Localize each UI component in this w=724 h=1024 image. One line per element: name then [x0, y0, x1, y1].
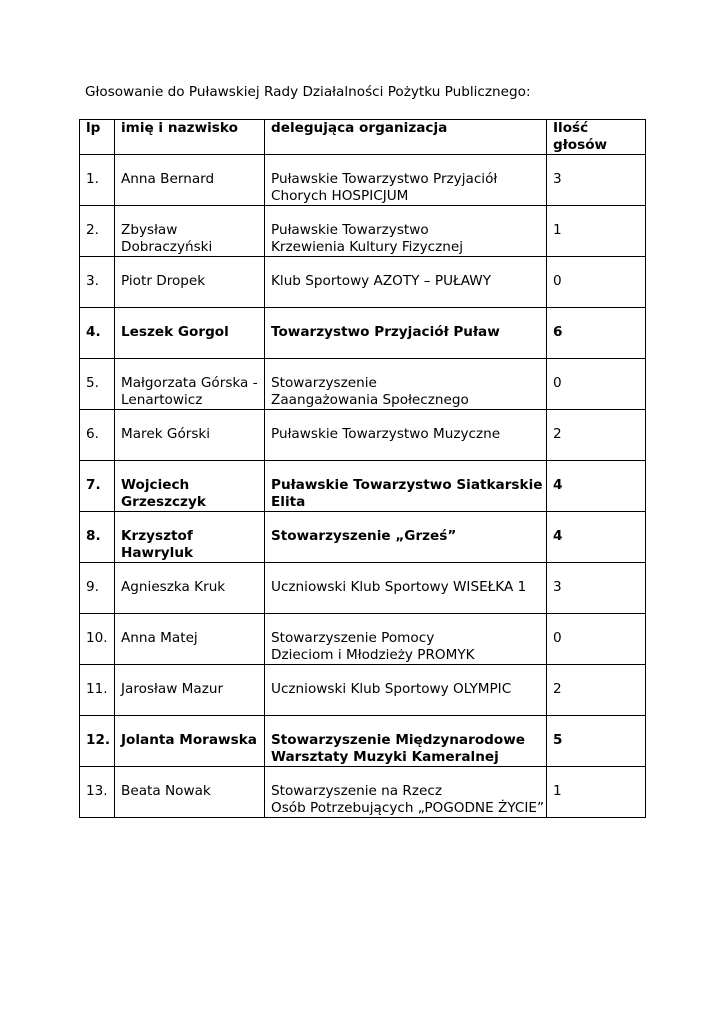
cell-organization: Stowarzyszenie Pomocy Dzieciom i Młodzieży PROMYK [265, 614, 547, 665]
cell-name: Małgorzata Górska - Lenartowicz [115, 359, 265, 410]
cell-votes: 1 [547, 206, 646, 257]
header-name: imię i nazwisko [115, 120, 265, 155]
cell-votes: 0 [547, 359, 646, 410]
cell-lp: 1. [80, 155, 115, 206]
cell-lp: 12. [80, 716, 115, 767]
cell-name: Anna Matej [115, 614, 265, 665]
cell-name: Beata Nowak [115, 767, 265, 818]
cell-organization: Puławskie Towarzystwo Krzewienia Kultury Fizycznej [265, 206, 547, 257]
table-row [80, 257, 646, 308]
cell-lp: 6. [80, 410, 115, 461]
cell-organization: Stowarzyszenie Międzynarodowe Warsztaty Muzyki Kameralnej [265, 716, 547, 767]
cell-name: Anna Bernard [115, 155, 265, 206]
cell-votes: 0 [547, 257, 646, 308]
cell-name: Agnieszka Kruk [115, 563, 265, 614]
cell-lp: 11. [80, 665, 115, 716]
cell-lp: 5. [80, 359, 115, 410]
table-row [80, 308, 646, 359]
cell-votes: 4 [547, 461, 646, 512]
table-row [80, 359, 646, 410]
header-organization: delegująca organizacja [265, 120, 547, 155]
cell-votes: 4 [547, 512, 646, 563]
cell-votes: 5 [547, 716, 646, 767]
cell-organization: Klub Sportowy AZOTY – PUŁAWY [265, 257, 547, 308]
cell-votes: 2 [547, 410, 646, 461]
votes-table [79, 119, 646, 818]
cell-name: Jolanta Morawska [115, 716, 265, 767]
cell-name: Piotr Dropek [115, 257, 265, 308]
cell-name: Marek Górski [115, 410, 265, 461]
cell-votes: 3 [547, 155, 646, 206]
cell-organization: Uczniowski Klub Sportowy WISEŁKA 1 [265, 563, 547, 614]
cell-organization: Stowarzyszenie „Grześ” [265, 512, 547, 563]
table-row [80, 563, 646, 614]
document-title: Głosowanie do Puławskiej Rady Działalności Pożytku Publicznego: [85, 84, 531, 100]
cell-lp: 8. [80, 512, 115, 563]
cell-organization: Puławskie Towarzystwo Muzyczne [265, 410, 547, 461]
cell-votes: 6 [547, 308, 646, 359]
cell-votes: 0 [547, 614, 646, 665]
cell-lp: 7. [80, 461, 115, 512]
cell-name: Jarosław Mazur [115, 665, 265, 716]
table-row [80, 716, 646, 767]
cell-lp: 2. [80, 206, 115, 257]
cell-votes: 3 [547, 563, 646, 614]
table-row [80, 410, 646, 461]
cell-name: Leszek Gorgol [115, 308, 265, 359]
table-row [80, 155, 646, 206]
header-lp: lp [80, 120, 115, 155]
cell-name: Krzysztof Hawryluk [115, 512, 265, 563]
table-row [80, 206, 646, 257]
cell-lp: 13. [80, 767, 115, 818]
cell-lp: 3. [80, 257, 115, 308]
table-row [80, 665, 646, 716]
cell-organization: Stowarzyszenie na Rzecz Osób Potrzebujących „POGODNE ŻYCIE” [265, 767, 547, 818]
table-row [80, 767, 646, 818]
cell-organization: Towarzystwo Przyjaciół Puław [265, 308, 547, 359]
cell-lp: 9. [80, 563, 115, 614]
table-row [80, 461, 646, 512]
cell-name: Wojciech Grzeszczyk [115, 461, 265, 512]
cell-lp: 4. [80, 308, 115, 359]
header-votes: Ilość głosów [547, 120, 646, 155]
table-row [80, 512, 646, 563]
cell-organization: Uczniowski Klub Sportowy OLYMPIC [265, 665, 547, 716]
cell-lp: 10. [80, 614, 115, 665]
cell-organization: Puławskie Towarzystwo Przyjaciół Chorych HOSPICJUM [265, 155, 547, 206]
table-header-row [80, 120, 646, 155]
cell-votes: 2 [547, 665, 646, 716]
table-row [80, 614, 646, 665]
cell-organization: Puławskie Towarzystwo Siatkarskie Elita [265, 461, 547, 512]
cell-name: Zbysław Dobraczyński [115, 206, 265, 257]
cell-votes: 1 [547, 767, 646, 818]
cell-organization: Stowarzyszenie Zaangażowania Społecznego [265, 359, 547, 410]
table-body [80, 155, 646, 818]
